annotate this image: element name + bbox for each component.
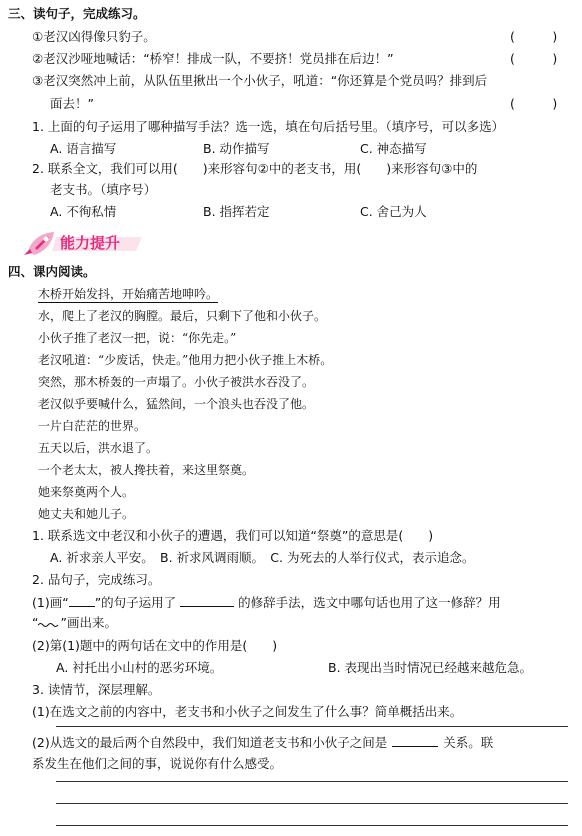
s4-question-3: 3. 读情节，深层理解。: [32, 682, 161, 697]
s3-q2-option-b: B. 指挥若定: [203, 204, 270, 219]
banner-label: 能力提升: [60, 234, 121, 252]
passage-p9: 一个老太太，被人搀扶着，来这里祭奠。: [38, 463, 255, 477]
answer-paren-3[interactable]: ( ): [510, 96, 558, 111]
answer-line-3[interactable]: [56, 825, 568, 826]
s4-question-2: 2. 品句子，完成练习。: [32, 572, 161, 587]
answer-line-1[interactable]: [56, 781, 568, 782]
sentence-3-line1: ③老汉突然冲上前，从队伍里揪出一个小伙子，吼道：“你还算是个党员吗？排到后: [32, 73, 488, 88]
q2-1-text-e: ”画出来。: [60, 615, 117, 630]
straight-underline-sample: [69, 594, 95, 607]
sentence-1: ①老汉凶得像只豹子。: [32, 29, 156, 44]
answer-paren-1[interactable]: ( ): [510, 29, 558, 44]
q3-2-text-b: 关系。联: [443, 735, 494, 750]
s4-q2-1-line2: [32, 615, 117, 631]
sentence-2: ②老汉沙哑地喊话：“桥窄！排成一队，不要挤！党员排在后边！”: [32, 51, 394, 66]
s3-question-2-line2: 老支书。（填序号）: [50, 182, 157, 197]
s4-q3-2-line2: 系发生在他们之间的事，说说你有什么感受。: [32, 756, 283, 771]
passage-p7: 一片白茫茫的世界。: [38, 419, 147, 433]
q2-1-text-b: ”的句子运用了: [94, 595, 177, 610]
s4-q3-2-line1: [32, 734, 493, 751]
answer-line-q3-1[interactable]: [56, 726, 568, 727]
s4-q1-options: A. 祈求亲人平安。 B. 祈求风调雨顺。 C. 为死去的人举行仪式，表示追念。: [50, 550, 475, 565]
passage-p8: 五天以后，洪水退了。: [38, 441, 159, 455]
passage-p5: 突然，那木桥轰的一声塌了。小伙子被洪水吞没了。: [38, 375, 315, 389]
s4-q2-1-line1: [32, 594, 501, 611]
section-4-title: 四、课内阅读。: [8, 264, 96, 279]
passage-p3: 小伙子推了老汉一把，说：“你先走。”: [38, 331, 237, 345]
sentence-3-line2: 面去！”: [50, 96, 94, 111]
s4-q2-2-option-b: B. 表现出当时情况已经越来越危急。: [328, 660, 533, 675]
ability-banner: [22, 229, 146, 257]
passage-p10: 她来祭奠两个人。: [38, 485, 135, 499]
wavy-underline-sample: [38, 615, 60, 627]
s4-q3-1: (1)在选文之前的内容中，老支书和小伙子之间发生了什么事？简单概括出来。: [32, 704, 463, 719]
s3-q1-option-b: B. 动作描写: [203, 141, 270, 156]
s3-q1-option-c: C. 神态描写: [360, 141, 427, 156]
s4-q2-2-option-a: A. 衬托出小山村的恶劣环境。: [56, 660, 223, 675]
passage-p11: 她丈夫和她儿子。: [38, 507, 135, 521]
s4-q2-2: (2)第(1)题中的两句话在文中的作用是( ): [32, 638, 278, 653]
answer-line-2[interactable]: [56, 803, 568, 804]
s3-question-1: 1. 上面的句子运用了哪种描写手法？选一选，填在句后括号里。（填序号，可以多选）: [32, 119, 505, 134]
q2-1-text-d: “: [32, 615, 39, 630]
s4-question-1: 1. 联系选文中老汉和小伙子的遭遇，我们可以知道“祭奠”的意思是( ): [32, 528, 434, 543]
s3-q1-option-a: A. 语言描写: [50, 141, 117, 156]
s3-q2-option-c: C. 舍己为人: [360, 204, 427, 219]
relation-blank[interactable]: [392, 734, 438, 747]
rhetoric-blank[interactable]: [180, 594, 234, 607]
s3-q2-option-a: A. 不徇私情: [50, 204, 117, 219]
answer-paren-2[interactable]: ( ): [510, 51, 558, 66]
q2-1-text-a: (1)画“: [32, 595, 69, 610]
section-3-title: 三、读句子，完成练习。: [8, 6, 146, 21]
q2-1-text-c: 的修辞手法，选文中哪句话也用了这一修辞？用: [238, 595, 501, 610]
passage-p2: 水，爬上了老汉的胸膛。最后，只剩下了他和小伙子。: [38, 309, 327, 323]
passage-p1-underlined: 木桥开始发抖，开始痛苦地呻吟。: [38, 287, 219, 301]
passage-p4: 老汉吼道：“少废话，快走。”他用力把小伙子推上木桥。: [38, 353, 333, 367]
q3-2-text-a: (2)从选文的最后两个自然段中，我们知道老支书和小伙子之间是: [32, 735, 388, 750]
passage-p6: 老汉似乎要喊什么，猛然间，一个浪头也吞没了他。: [38, 397, 315, 411]
s3-question-2-line1: 2. 联系全文，我们可以用( )来形容句②中的老支书，用( )来形容句③中的: [32, 161, 478, 176]
